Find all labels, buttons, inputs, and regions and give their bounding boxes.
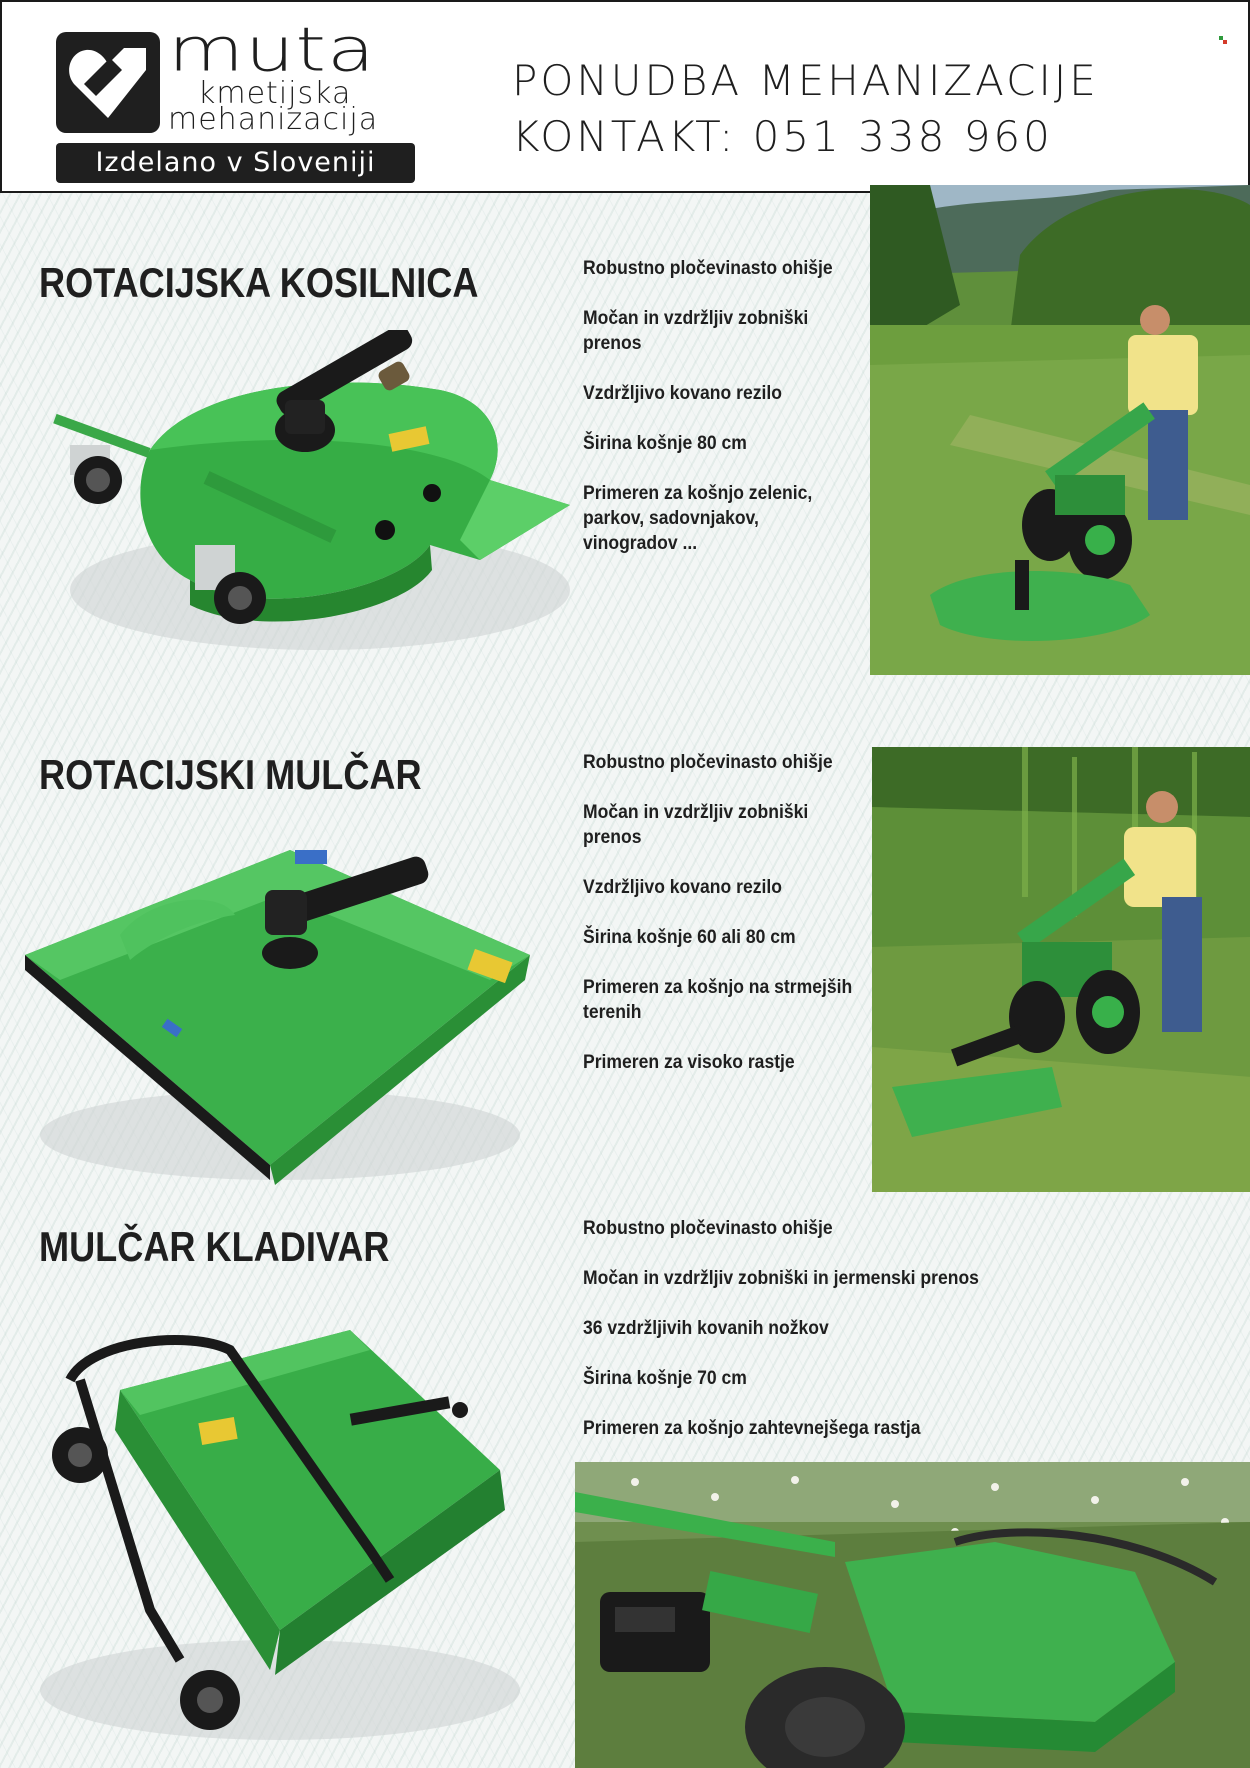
feature-item: Močan in vzdržljiv zobniški prenos (583, 307, 809, 354)
feature-item: Širina košnje 70 cm (583, 1367, 747, 1389)
offer-heading: PONUDBA MEHANIZACIJE (512, 56, 1099, 105)
brand-line-1: kmetijska (198, 76, 352, 111)
rotary-mulcher-product-image (20, 835, 540, 1190)
brand-name: muta (168, 15, 376, 86)
feature-item: Vzdržljivo kovano rezilo (583, 876, 782, 898)
brand-line-2: mehanizacija (168, 102, 379, 137)
rotary-mulcher-field-photo (872, 747, 1250, 1192)
feature-item: Robustno pločevinasto ohišje (583, 1217, 833, 1239)
muta-logo-icon (56, 32, 160, 133)
rotary-mower-product-image (40, 330, 580, 720)
feature-item: Močan in vzdržljiv zobniški prenos (583, 801, 809, 848)
feature-item: Vzdržljivo kovano rezilo (583, 382, 782, 404)
flag-icon (1219, 36, 1227, 44)
feature-item: Primeren za košnjo zahtevnejšega rastja (583, 1417, 921, 1439)
flail-mulcher-field-photo (575, 1462, 1250, 1768)
section-title-rotacijska-kosilnica: ROTACIJSKA KOSILNICA (39, 259, 479, 306)
feature-list-rotacijska-kosilnica (583, 256, 860, 556)
page-header (0, 0, 1250, 193)
section-title-rotacijski-mulcar: ROTACIJSKI MULČAR (39, 751, 422, 798)
feature-item: 36 vzdržljivih kovanih nožkov (583, 1317, 829, 1339)
feature-item: Primeren za visoko rastje (583, 1051, 795, 1073)
feature-item: Širina košnje 60 ali 80 cm (583, 926, 796, 948)
feature-item: Močan in vzdržljiv zobniški in jermenski prenos (583, 1267, 979, 1289)
section-title-mulcar-kladivar: MULČAR KLADIVAR (39, 1223, 390, 1270)
feature-item: Primeren za košnjo zelenic, parkov, sadovnjakov, vinogradov ... (583, 482, 813, 554)
made-in-slovenia-badge: Izdelano v Sloveniji (56, 143, 415, 183)
feature-item: Širina košnje 80 cm (583, 432, 747, 454)
rotary-mower-field-photo (870, 185, 1250, 675)
feature-item: Robustno pločevinasto ohišje (583, 751, 833, 773)
feature-item: Primeren za košnjo na strmejših terenih (583, 976, 853, 1023)
feature-item: Robustno pločevinasto ohišje (583, 257, 833, 279)
contact-phone: KONTAKT: 051 338 960 (512, 112, 1053, 161)
feature-list-rotacijski-mulcar (583, 750, 882, 1075)
flail-mulcher-product-image (20, 1310, 520, 1750)
feature-list-mulcar-kladivar (583, 1216, 1023, 1441)
